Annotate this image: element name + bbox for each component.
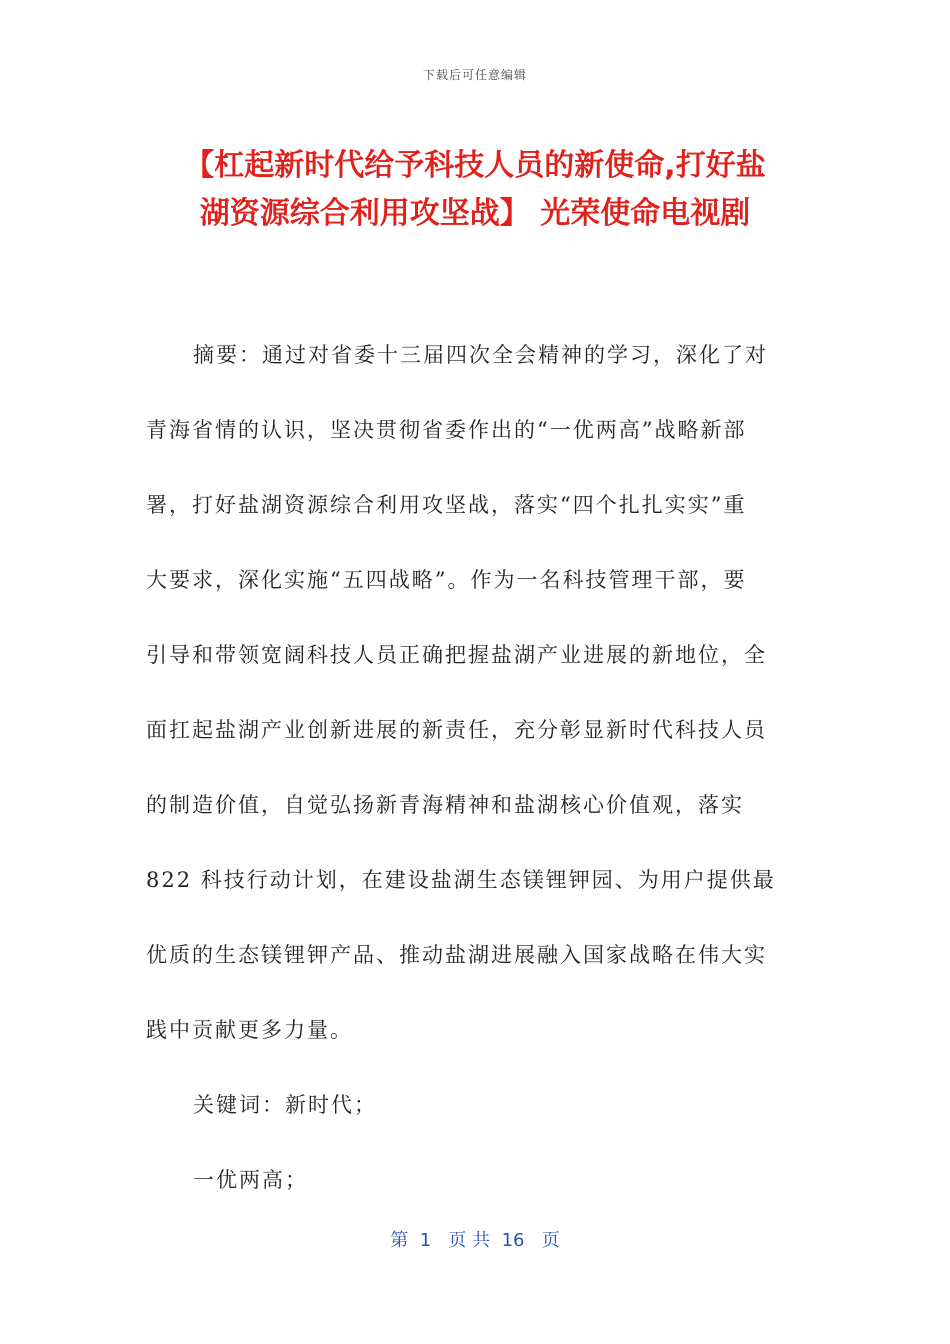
abstract-line: 青海省情的认识，坚决贯彻省委作出的“一优两高”战略新部	[146, 418, 747, 442]
abstract-line: 822 科技行动计划，在建设盐湖生态镁锂钾园、为用户提供最	[146, 868, 776, 892]
abstract-line: 大要求，深化实施“五四战略”。作为一名科技管理干部，要	[146, 568, 747, 592]
abstract-line: 优质的生态镁锂钾产品、推动盐湖进展融入国家战略在伟大实	[146, 943, 767, 967]
abstract-line: 践中贡献更多力量。	[146, 1018, 353, 1042]
abstract-line: 署，打好盐湖资源综合利用攻坚战，落实“四个扎扎实实”重	[146, 493, 747, 517]
page-header-note: 下载后可任意编辑	[422, 68, 527, 82]
keywords-line: 关键词：新时代；	[193, 1093, 377, 1117]
abstract-line: 摘要：通过对省委十三届四次全会精神的学习，深化了对	[193, 343, 768, 367]
page-number-footer: 第 1 页 共 16 页	[390, 1230, 560, 1251]
abstract-line: 引导和带领宽阔科技人员正确把握盐湖产业进展的新地位，全	[146, 643, 767, 667]
document-title-line-1: 【杠起新时代给予科技人员的新使命,打好盐	[184, 148, 766, 183]
document-title-line-2: 湖资源综合利用攻坚战】 光荣使命电视剧	[199, 196, 751, 231]
abstract-line: 的制造价值，自觉弘扬新青海精神和盐湖核心价值观，落实	[146, 793, 744, 817]
keywords-line: 一优两高；	[193, 1168, 308, 1192]
abstract-line: 面扛起盐湖产业创新进展的新责任，充分彰显新时代科技人员	[146, 718, 767, 742]
document-body	[146, 318, 806, 1218]
document-title	[140, 142, 810, 238]
